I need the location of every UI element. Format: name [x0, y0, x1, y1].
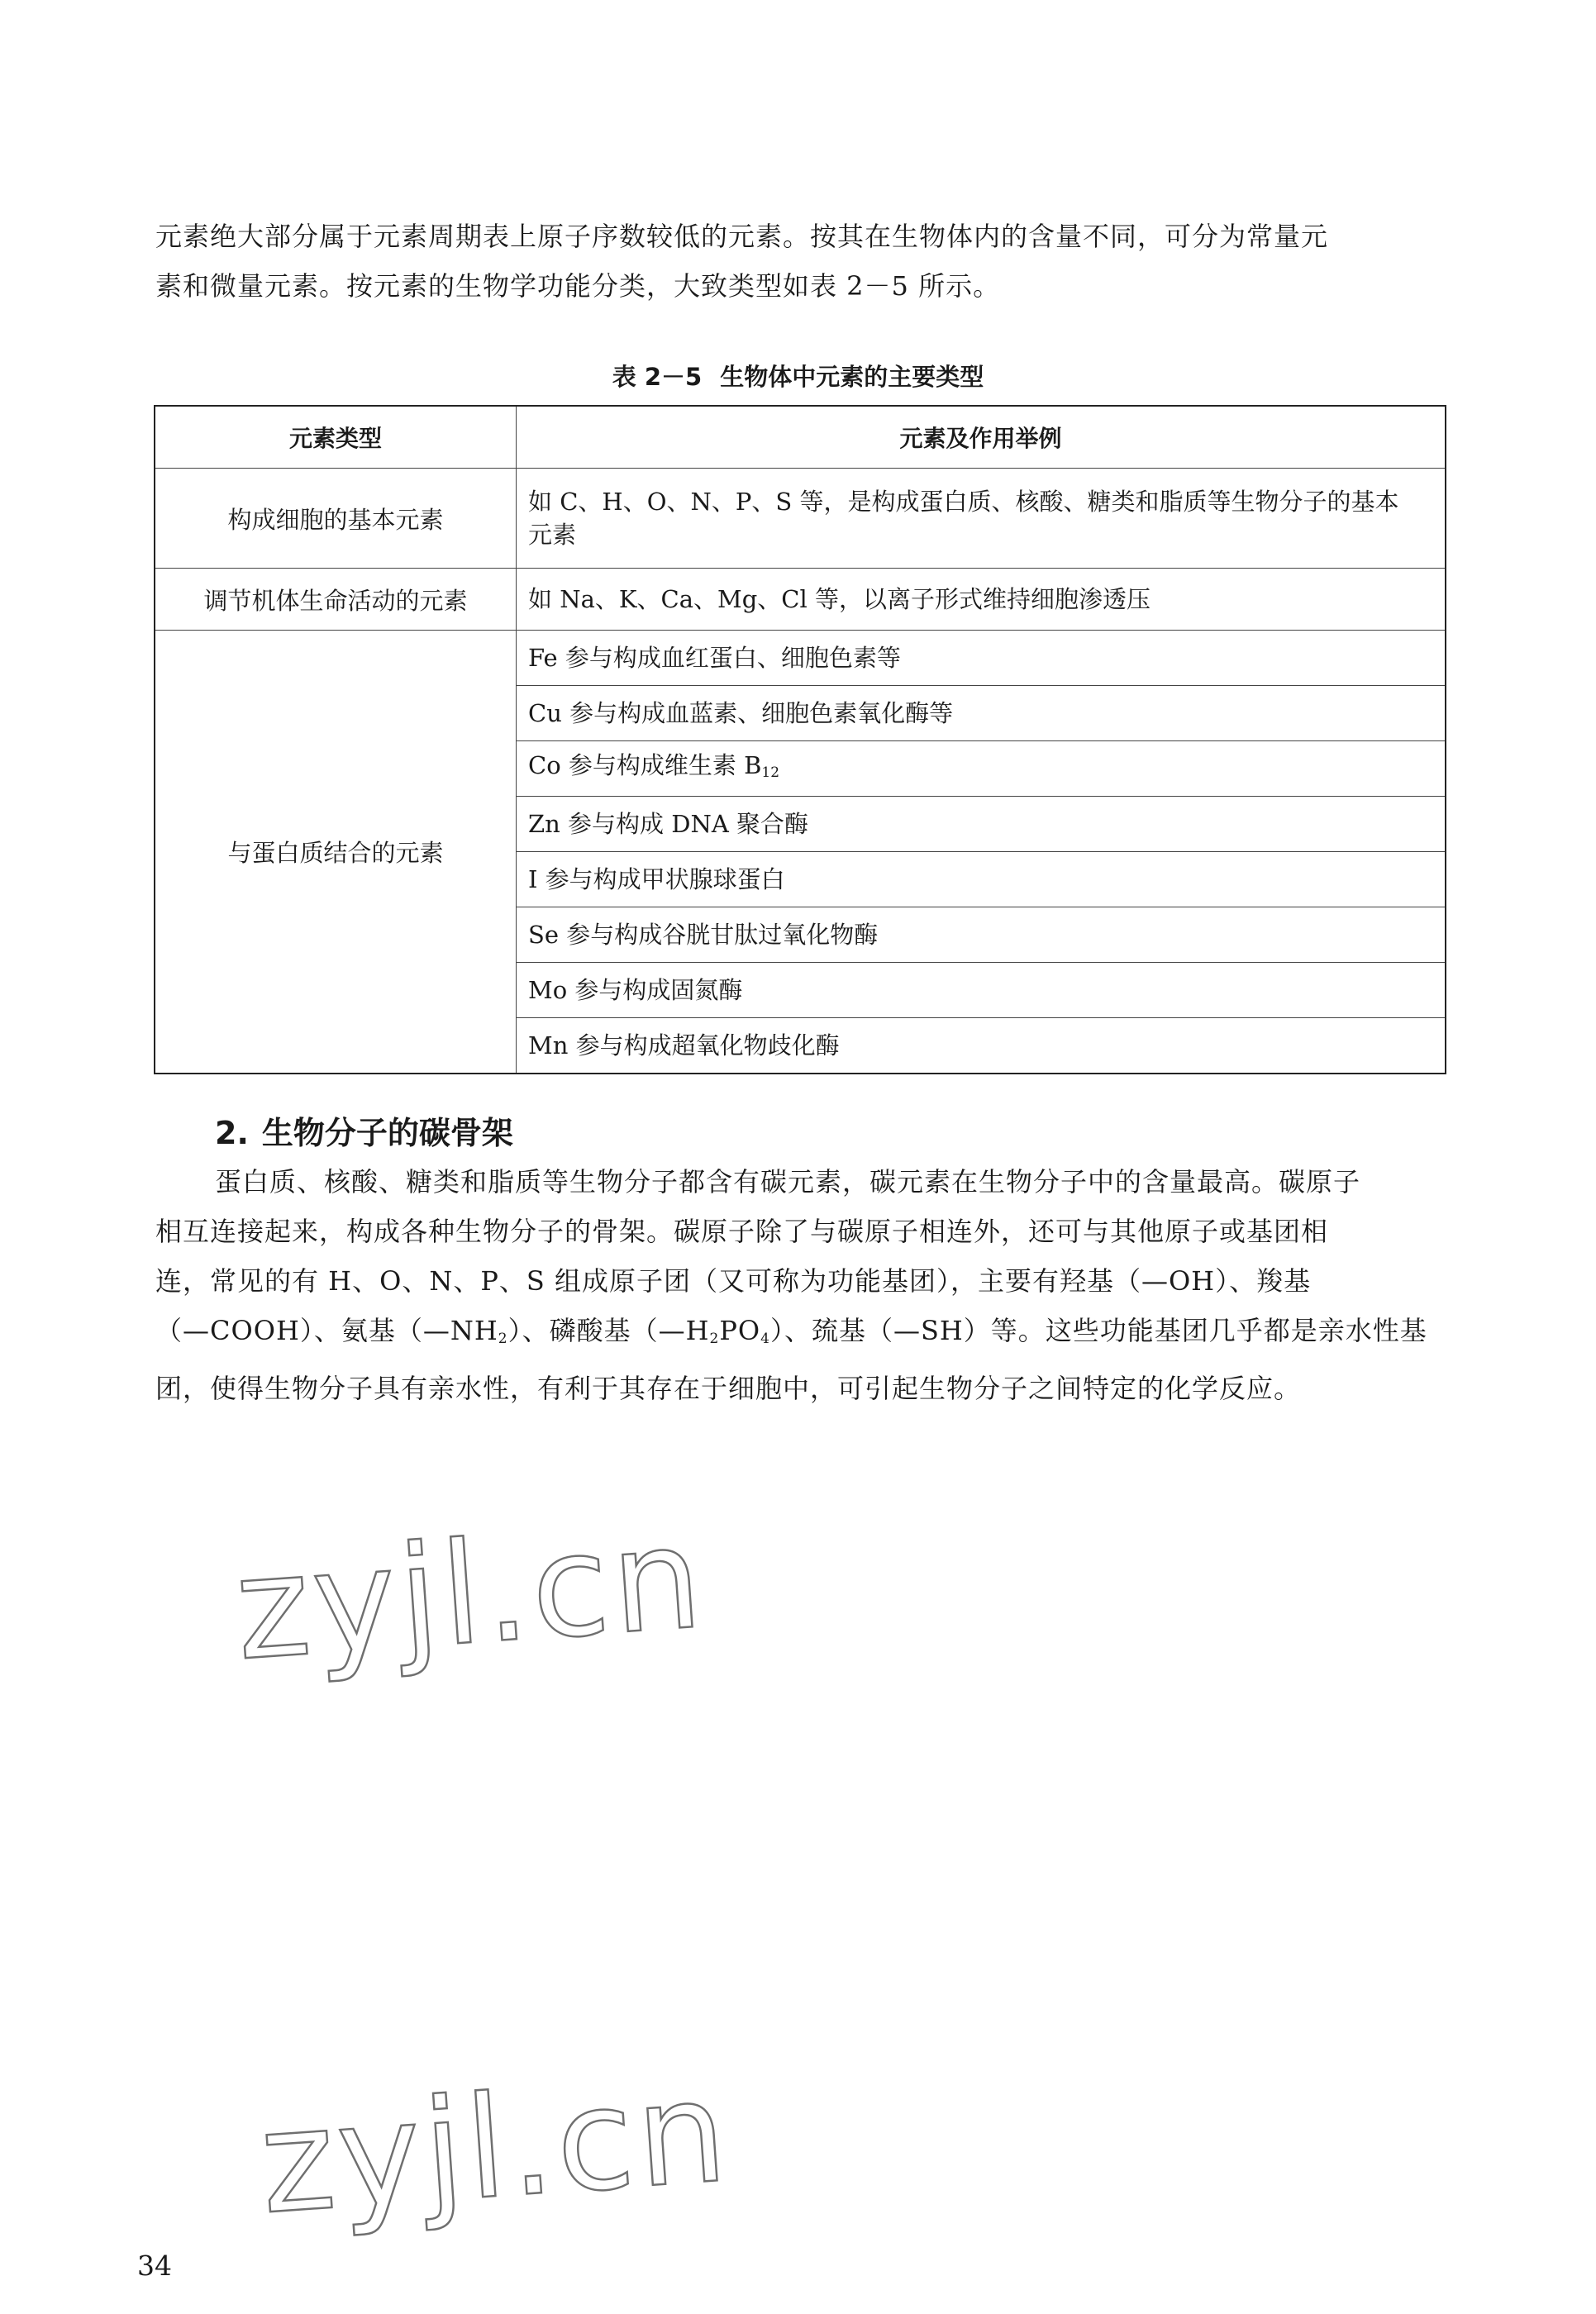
- cell-type-basic: 构成细胞的基本元素: [155, 469, 517, 569]
- cell-example-basic: [517, 469, 1446, 569]
- subscript: 12: [761, 764, 780, 781]
- text-line: 连，常见的有 H、O、N、P、S 组成原子团（又可称为功能基团），主要有羟基（—OH）、羧基: [155, 1265, 1312, 1297]
- example-line: 元素: [528, 521, 577, 549]
- cell-example-regulation: 如 Na、K、Ca、Mg、Cl 等，以离子形式维持细胞渗透压: [517, 569, 1446, 631]
- subscript: 2: [709, 1331, 720, 1347]
- table-caption: [0, 359, 1596, 393]
- text-line: 素和微量元素。按元素的生物学功能分类，大致类型如表 2－5 所示。: [155, 270, 1001, 302]
- text-line: 蛋白质、核酸、糖类和脂质等生物分子都含有碳元素，碳元素在生物分子中的含量最高。碳原子: [215, 1166, 1361, 1197]
- text-fragment: （—COOH）、氨基（—NH: [155, 1315, 498, 1346]
- text-line: 相互连接起来，构成各种生物分子的骨架。碳原子除了与碳原子相连外，还可与其他原子或基团相: [155, 1216, 1329, 1247]
- table-row: [155, 631, 1446, 686]
- page-number: 34: [137, 2250, 172, 2282]
- table-row: [155, 469, 1446, 569]
- example-line: 如 C、H、O、N、P、S 等，是构成蛋白质、核酸、糖类和脂质等生物分子的基本: [528, 488, 1399, 516]
- text-fragment: PO: [719, 1315, 761, 1346]
- body-paragraph: [155, 1157, 1445, 1413]
- cell-example-se: Se 参与构成谷胱甘肽过氧化物酶: [517, 907, 1446, 963]
- watermark: zyjl.cn: [255, 2050, 735, 2246]
- text-fragment: ）、磷酸基（—H: [507, 1315, 710, 1346]
- text-line: 团，使得生物分子具有亲水性，有利于其存在于细胞中，可引起生物分子之间特定的化学反应。: [155, 1373, 1302, 1404]
- cell-example-cu: Cu 参与构成血蓝素、细胞色素氧化酶等: [517, 686, 1446, 741]
- element-types-table: [154, 405, 1446, 1074]
- section-title: 生物分子的碳骨架: [261, 1115, 513, 1151]
- subscript: 4: [760, 1331, 770, 1347]
- cell-type-regulation: 调节机体生命活动的元素: [155, 569, 517, 631]
- subscript: 2: [498, 1331, 508, 1347]
- table-row: [155, 569, 1446, 631]
- table-title: 生物体中元素的主要类型: [720, 363, 984, 391]
- example-text: Co 参与构成维生素 B: [528, 750, 762, 779]
- cell-example-i: I 参与构成甲状腺球蛋白: [517, 852, 1446, 907]
- header-element-type: 元素类型: [155, 406, 517, 469]
- cell-example-mo: Mo 参与构成固氮酶: [517, 963, 1446, 1018]
- cell-example-mn: Mn 参与构成超氧化物歧化酶: [517, 1018, 1446, 1074]
- header-examples: 元素及作用举例: [517, 406, 1446, 469]
- cell-example-zn: Zn 参与构成 DNA 聚合酶: [517, 797, 1446, 852]
- table-header-row: [155, 406, 1446, 469]
- cell-example-fe: Fe 参与构成血红蛋白、细胞色素等: [517, 631, 1446, 686]
- watermark: zyjl.cn: [230, 1496, 710, 1693]
- intro-paragraph: [155, 212, 1445, 311]
- text-fragment: ）、巯基（—SH）等。这些功能基团几乎都是亲水性基: [769, 1315, 1427, 1346]
- section-heading: [215, 1107, 513, 1153]
- table-number: 表 2－5: [612, 363, 703, 391]
- text-line: [155, 1306, 1445, 1364]
- text-line: 元素绝大部分属于元素周期表上原子序数较低的元素。按其在生物体内的含量不同，可分为常量元: [155, 221, 1329, 252]
- cell-type-protein: 与蛋白质结合的元素: [155, 631, 517, 1074]
- cell-example-co: [517, 741, 1446, 797]
- section-number: 2.: [215, 1115, 249, 1151]
